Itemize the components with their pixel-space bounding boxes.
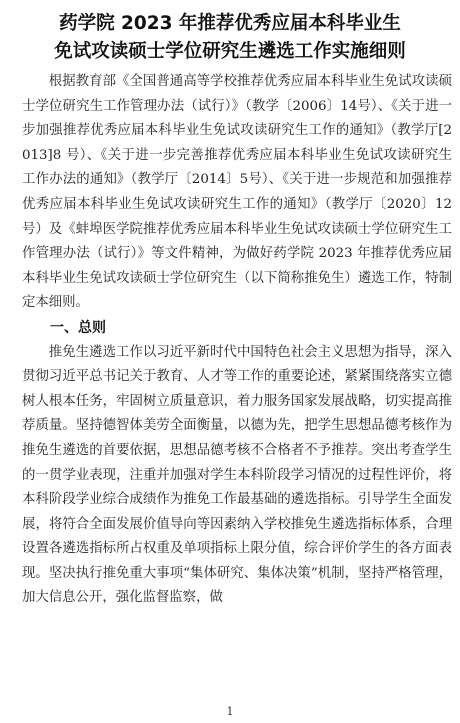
document-body: [22, 70, 452, 611]
document-title-line-1: 药学院 2023 年推荐优秀应届本科毕业生: [59, 13, 401, 34]
intro-paragraph: 根据教育部《全国普通高等学校推荐优秀应届本科毕业生免试攻读硕士学位研究生工作管理办法（试行）》（教学〔2006〕14号）、《关于进一步加强推荐优秀应届本科毕业生免试攻读研究生工作的通知》（教学厅[2013]8 号）、《关于进一步完善推荐优秀应届本科毕业生免试攻读研究生工作办法的通知》（教学厅〔2014〕5号）、《关于进一步规范和加强推荐优秀应届本科毕业生免试攻读研究生工作的通知》（教学厅〔2020〕12 号）及《蚌埠医学院推荐优秀应届本科毕业生免试攻读硕士学位研究生工作管理办法（试行）》等文件精神，为做好药学院 2023 年推荐优秀应届本科毕业生免试攻读硕士学位研究生（以下简称推免生）遴选工作，特制定本细则。: [22, 74, 452, 311]
document-title-line-2: 免试攻读硕士学位研究生遴选工作实施细则: [54, 41, 406, 62]
page-number: 1: [226, 705, 234, 718]
section-1-paragraph: 推免生遴选工作以习近平新时代中国特色社会主义思想为指导，深入贯彻习近平总书记关于教育、人才等工作的重要论述，紧紧围绕落实立德树人根本任务，牢固树立质量意识，着力服务国家发展战略，切实提高推荐质量。坚持德智体美劳全面衡量，以德为先，把学生思想品德考核作为推免生遴选的首要依据，思想品德考核不合格者不予推荐。突出考查学生的一贯学业表现，注重并加强对学生本科阶段学习情况的过程性评价，将本科阶段学业综合成绩作为推免工作最基础的遴选指标。引导学生全面发展，将符合全面发展价值导向等因素纳入学校推免生遴选指标体系，合理设置各遴选指标所占权重及单项指标上限分值，综合评价学生的各方面表现。坚决执行推免重大事项“集体研究、集体决策”机制，坚持严格管理，加大信息公开，强化监督监察，做: [22, 344, 452, 606]
section-1-heading: 一、总则: [50, 319, 106, 336]
